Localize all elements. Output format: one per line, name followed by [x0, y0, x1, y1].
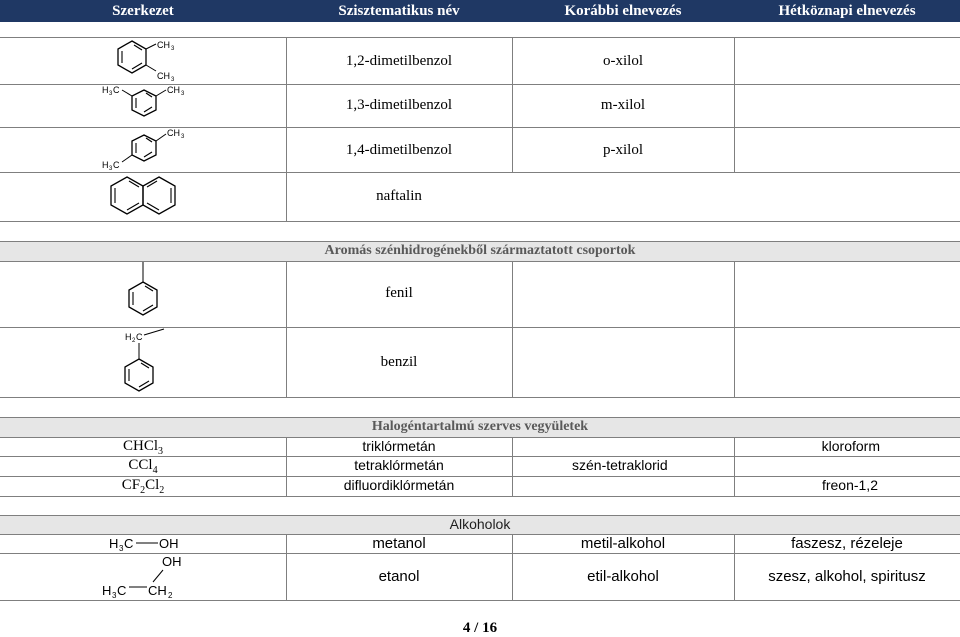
row-naphthalene-systematic: naftalin — [376, 188, 422, 204]
header-systematic-name: Szisztematikus név — [338, 3, 460, 19]
ethanol-ch2-sub: 2 — [168, 591, 173, 600]
header-common-name: Hétköznapi elnevezés — [778, 3, 916, 19]
section-halogen: Halogéntartalmú szerves vegyületek — [0, 417, 960, 437]
page-number: 4 / 16 — [462, 620, 498, 636]
row-ccl4-structure: CCl$_4$ — [128, 457, 158, 476]
m-xylene-ch3: CH — [167, 85, 180, 95]
ethanol-oh: OH — [162, 554, 182, 569]
p-xylene-structure — [100, 128, 200, 172]
benzyl-h2c-sub: 2 — [132, 338, 136, 344]
o-xylene-sub3-top: 3 — [171, 46, 175, 52]
row-13-dimethylbenzene-systematic: 1,3-dimetilbenzol — [345, 97, 453, 113]
o-xylene-sub3-bottom: 3 — [171, 77, 175, 83]
row-methanol-systematic: metanol — [372, 535, 426, 552]
row-cf2cl2-systematic: difluordiklórmetán — [343, 477, 455, 493]
m-xylene-h3c-c: C — [113, 85, 120, 95]
ethanol-h3c-c: C — [117, 583, 127, 598]
methanol-oh: OH — [159, 536, 179, 551]
row-chcl3-common: kloroform — [821, 438, 880, 454]
row-13-dimethylbenzene-former: m-xilol — [600, 97, 646, 113]
phenyl-structure — [120, 262, 168, 326]
row-12-dimethylbenzene-former: o-xilol — [603, 53, 643, 69]
row-ccl4-systematic: tetraklórmetán — [354, 457, 444, 473]
row-14-dimethylbenzene-systematic: 1,4-dimetilbenzol — [345, 142, 453, 158]
methanol-structure — [105, 534, 195, 553]
o-xylene-structure — [110, 38, 190, 84]
p-xylene-h3c-h: H — [102, 160, 109, 170]
section-alcohols: Alkoholok — [0, 515, 960, 534]
methanol-h3c-c: C — [124, 536, 134, 551]
naphthalene-structure — [108, 174, 182, 219]
row-phenyl-systematic: fenil — [385, 285, 413, 301]
benzyl-h2c-h: H — [125, 332, 132, 342]
benzyl-structure — [118, 327, 178, 395]
ethanol-ch2: CH — [148, 583, 167, 598]
p-xylene-ch3-sub: 3 — [181, 134, 185, 140]
row-cf2cl2-common: freon-1,2 — [821, 477, 878, 493]
header-former-name: Korábbi elnevezés — [564, 3, 682, 19]
m-xylene-structure — [100, 84, 200, 127]
section-aromatic-groups: Aromás szénhidrogénekből származtatott csoportok — [0, 241, 960, 261]
row-methanol-former: metil-alkohol — [580, 535, 666, 552]
row-cf2cl2-structure: $CF_2Cl_2$ — [121, 477, 165, 496]
ethanol-h3c-sub: 3 — [112, 591, 117, 600]
row-benzyl-systematic: benzil — [380, 354, 418, 370]
row-methanol-common: faszesz, rézeleje — [791, 535, 903, 552]
header-structure: Szerkezet — [112, 3, 174, 19]
row-ethanol-former: etil-alkohol — [587, 568, 659, 585]
p-xylene-h3c-c: C — [113, 160, 120, 170]
m-xylene-ch3-sub: 3 — [181, 91, 185, 97]
methanol-h3c-h: H — [109, 536, 119, 551]
row-14-dimethylbenzene-former: p-xilol — [603, 142, 643, 158]
row-ethanol-systematic: etanol — [378, 568, 420, 585]
benzyl-h2c-c: C — [136, 332, 143, 342]
p-xylene-ch3: CH — [167, 128, 180, 138]
p-xylene-h3c-sub: 3 — [109, 166, 113, 172]
ethanol-structure — [100, 553, 200, 600]
m-xylene-h3c-sub: 3 — [109, 91, 113, 97]
ethanol-h3c-h: H — [102, 583, 112, 598]
o-xylene-ch3-top: CH — [157, 40, 170, 50]
row-12-dimethylbenzene-systematic: 1,2-dimetilbenzol — [345, 53, 453, 69]
row-ethanol-common: szesz, alkohol, spiritusz — [768, 568, 926, 585]
row-ccl4-former: szén-tetraklorid — [572, 457, 668, 473]
methanol-h3c-sub: 3 — [119, 544, 124, 553]
row-chcl3-systematic: triklórmetán — [362, 438, 436, 454]
m-xylene-h3c-h: H — [102, 85, 109, 95]
o-xylene-ch3-bottom: CH — [157, 71, 170, 81]
row-chcl3-structure: CHCl$_3$ — [122, 438, 164, 457]
table-header — [0, 0, 960, 22]
